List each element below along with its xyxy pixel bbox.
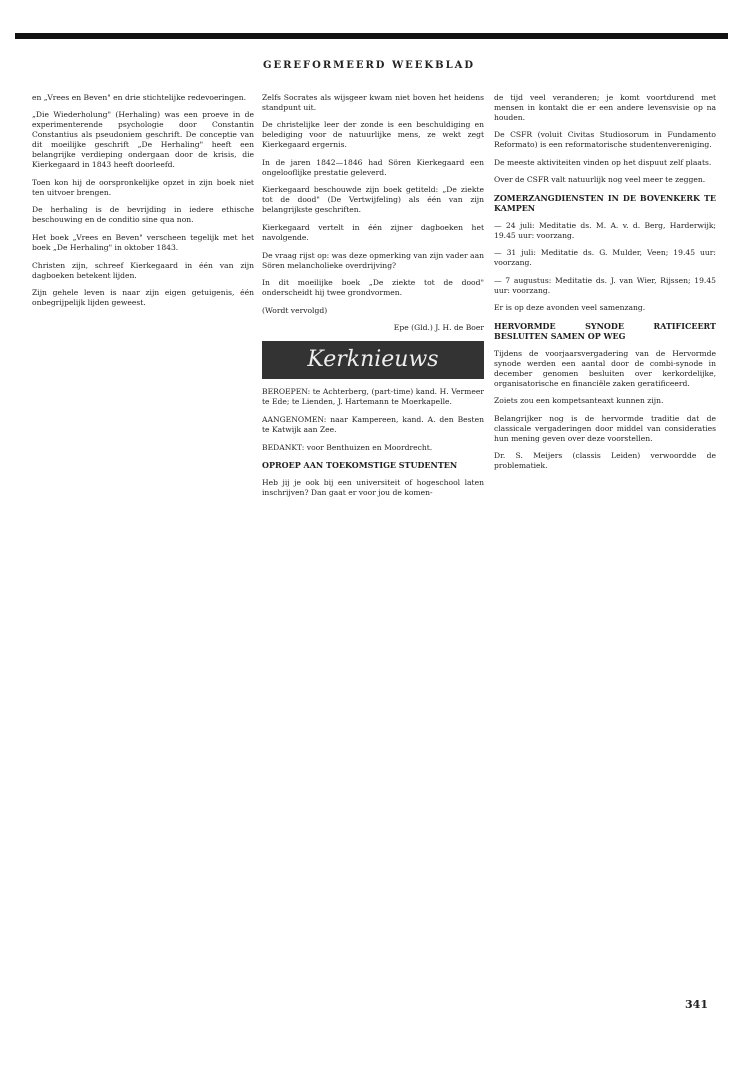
paragraph: en „Vrees en Beven" en drie stichtelijke redevoeringen. (32, 92, 247, 102)
paragraph: Kierkegaard vertelt in één zijner dagboeken het navolgende. (262, 222, 484, 242)
page-number: 341 (685, 998, 708, 1011)
paragraph: De herhaling is de bevrijding in iedere ethische beschouwing en de conditio sine qua non. (32, 205, 254, 225)
paragraph: De CSFR (voluit Civitas Studiosorum in Fundamento Reformato) is een reformatorische studentenvereniging. (494, 130, 716, 150)
column-3 (494, 85, 716, 479)
section-banner: Kerknieuws (262, 341, 484, 379)
paragraph: Zelfs Socrates als wijsgeer kwam niet boven het heidens standpunt uit. (262, 92, 484, 112)
paragraph: Kierkegaard beschouwde zijn boek getiteld: „De ziekte tot de dood" (De Vertwijfeling) als één van zijn belangrijkste geschriften. (262, 185, 484, 215)
section-heading: OPROEP AAN TOEKOMSTIGE STUDENTEN (262, 460, 458, 471)
list-item: — 24 juli: Meditatie ds. M. A. v. d. Berg, Harderwijk; 19.45 uur: voorzang. (494, 220, 716, 240)
paragraph: Over de CSFR valt natuurlijk nog veel meer te zeggen. (494, 175, 706, 185)
paragraph: Belangrijker nog is de hervormde traditie dat de classicale vergaderingen door middel van consideraties hun mening geven over deze voorstellen. (494, 413, 716, 443)
paragraph: Tijdens de voorjaarsvergadering van de Hervormde synode werden een aantal door de combi-synode in december genomen besluiten over kerkordelijke, organisatorische en financiële zaken geratificeerd. (494, 348, 716, 388)
paragraph: De vraag rijst op: was deze opmerking van zijn vader aan Sören melancholieke overdrijving? (262, 250, 484, 270)
paragraph: De christelijke leer der zonde is een beschuldiging en belediging voor de natuurlijke mens, ze wekt zegt Kierkegaard ergernis. (262, 120, 484, 150)
section-heading: ZOMERZANGDIENSTEN IN DE BOVENKERK TE KAMPEN (494, 192, 716, 213)
paragraph: De meeste aktiviteiten vinden op het dispuut zelf plaats. (494, 157, 712, 167)
paragraph: BEDANKT: voor Benthuizen en Moordrecht. (262, 442, 433, 452)
paragraph: Toen kon hij de oorspronkelijke opzet in zijn boek niet ten uitvoer brengen. (32, 177, 254, 197)
paragraph: „Die Wiederholung" (Herhaling) was een proeve in de experimenterende psychologie door Constantin Constantius als pseudoniem geschrift. De conceptie van dit moeilijke geschrift „De Herhaling" heeft een belangrijke verdieping ondergaan door de krisis, die Kierkegaard in 1843 heeft doorleefd. (32, 110, 254, 170)
top-rule (15, 33, 728, 39)
paragraph: Zijn gehele leven is naar zijn eigen getuigenis, één onbegrijpelijk lijden geweest. (32, 288, 254, 308)
paragraph: de tijd veel veranderen; je komt voortdurend met mensen in kontakt die er een andere levensvisie op na houden. (494, 92, 716, 122)
paragraph: Christen zijn, schreef Kierkegaard in één van zijn dagboeken betekent lijden. (32, 260, 254, 280)
paragraph: Zoiets zou een kompetsanteaxt kunnen zijn. (494, 396, 664, 406)
column-1 (32, 85, 254, 316)
column-2 (262, 85, 484, 505)
list-item: — 31 juli: Meditatie ds. G. Mulder, Veen; 19.45 uur: voorzang. (494, 248, 716, 268)
paragraph: Dr. S. Meijers (classis Leiden) verwoordde de problematiek. (494, 451, 716, 471)
paragraph: Het boek „Vrees en Beven" verscheen tegelijk met het boek „De Herhaling" in oktober 1843. (32, 232, 254, 252)
signature: Epe (Gld.) J. H. de Boer (393, 323, 484, 333)
paragraph: AANGENOMEN: naar Kampereen, kand. A. den Besten te Katwijk aan Zee. (262, 414, 484, 434)
paragraph: (Wordt vervolgd) (262, 305, 328, 315)
paragraph: In de jaren 1842—1846 had Sören Kierkegaard een ongelooflijke prestatie geleverd. (262, 157, 484, 177)
paragraph: In dit moeilijke boek „De ziekte tot de dood" onderscheidt hij twee grondvormen. (262, 278, 484, 298)
paragraph: BEROEPEN: te Achterberg, (part-time) kand. H. Vermeer te Ede; te Lienden, J. Hartemann te Moerkapelle. (262, 387, 484, 407)
page-header: GEREFORMEERD WEEKBLAD (262, 60, 476, 71)
paragraph: Heb jij je ook bij een universiteit of hogeschool laten inschrijven? Dan gaat er voor jou de komen- (262, 477, 484, 497)
section-heading: HERVORMDE SYNODE RATIFICEERT BESLUITEN SAMEN OP WEG (494, 320, 716, 341)
list-item: — 7 augustus: Meditatie ds. J. van Wier, Rijssen; 19.45 uur: voorzang. (494, 275, 716, 295)
list-item: Er is op deze avonden veel samenzang. (494, 303, 646, 313)
